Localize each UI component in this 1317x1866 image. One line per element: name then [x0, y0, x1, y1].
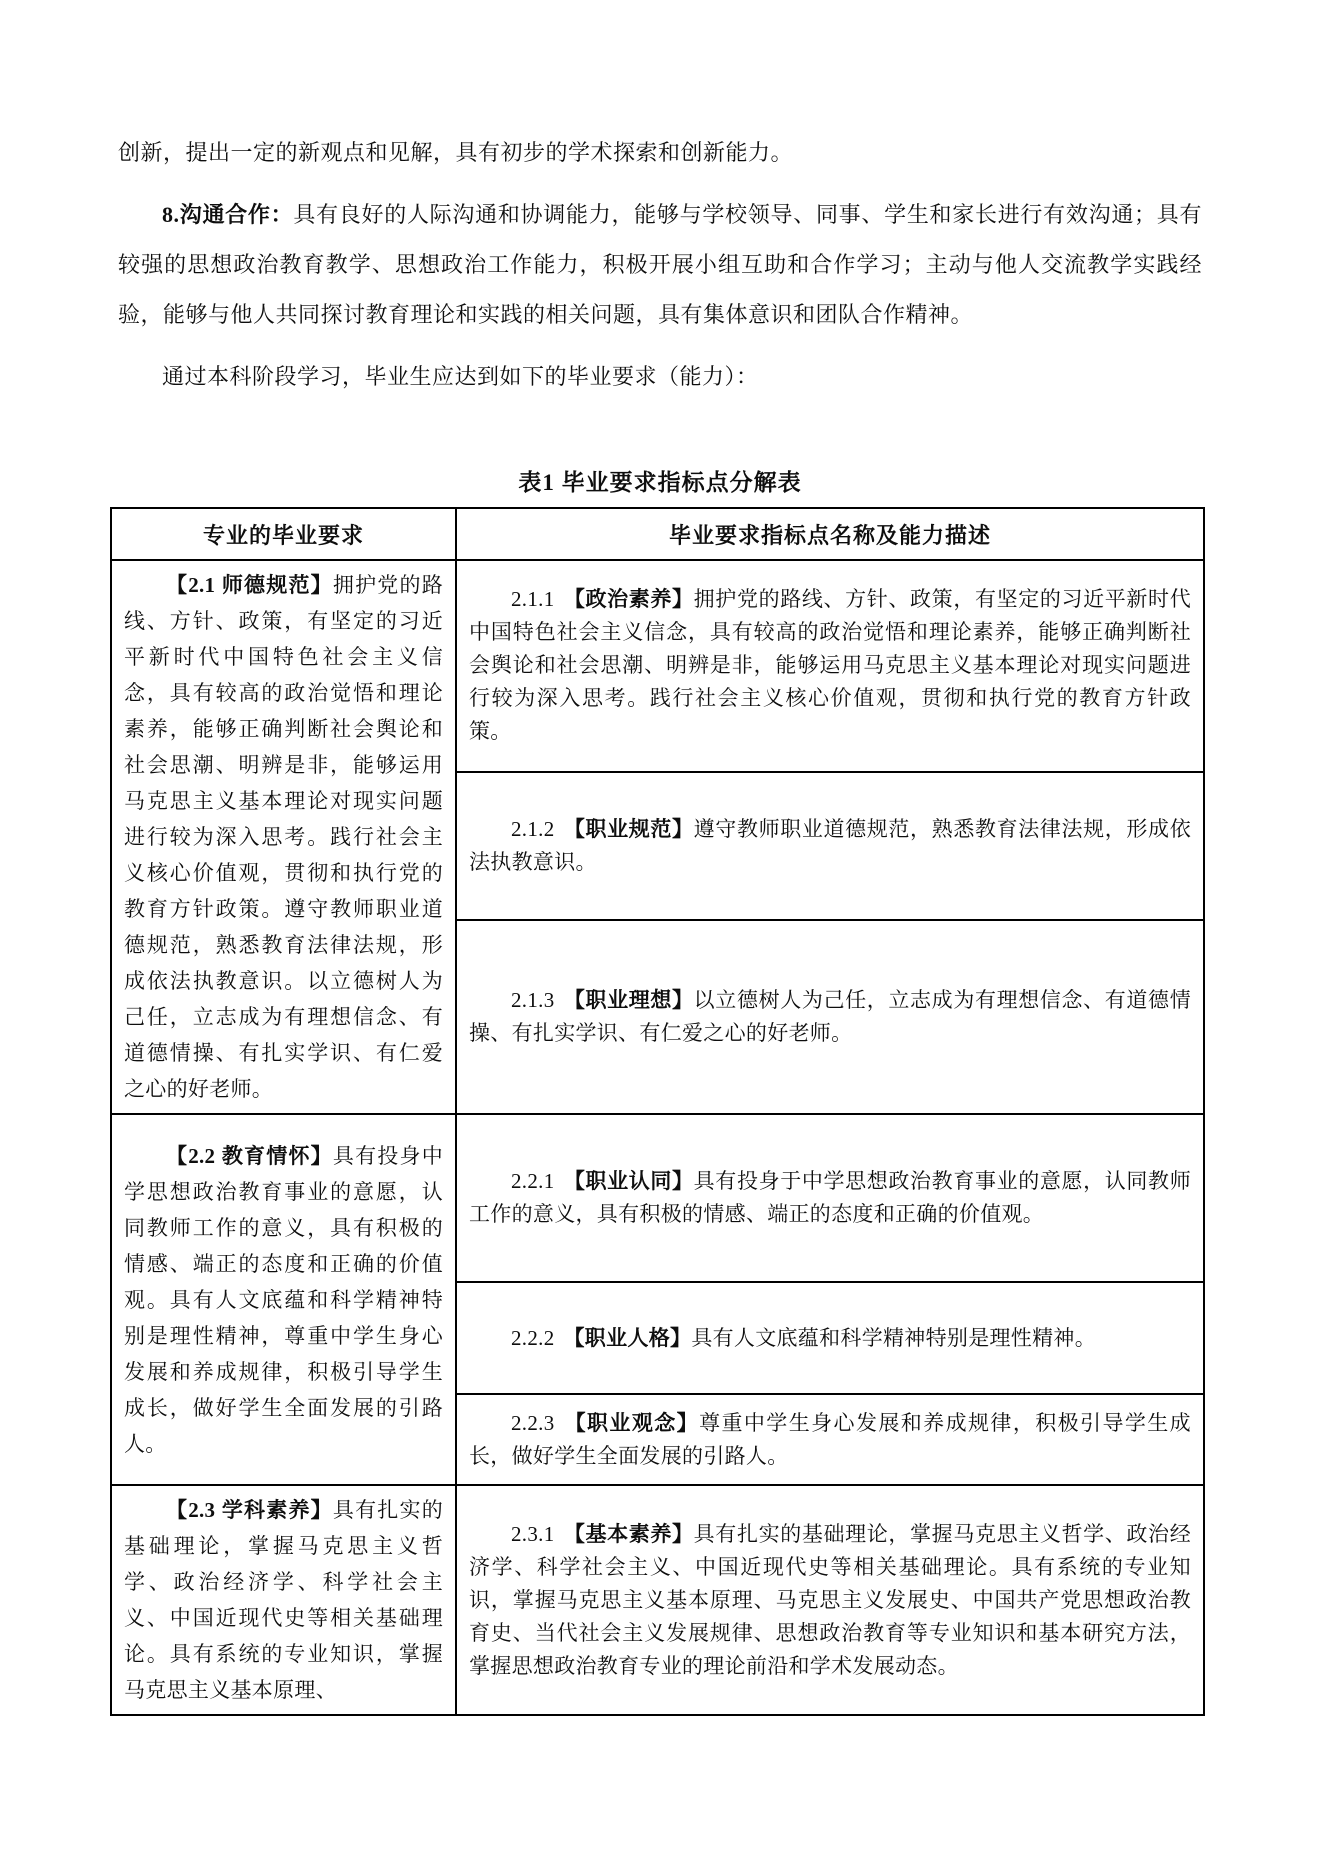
graduation-requirements-table [110, 507, 1205, 1716]
requirement-text-2-1: 拥护党的路线、方针、政策，有坚定的习近平新时代中国特色社会主义信念，具有较高的政治觉悟和理论素养，能够正确判断社会舆论和社会思潮、明辨是非，能够运用马克思主义基本理论对现实问题进行较为深入思考。践行社会主义核心价值观，贯彻和执行党的教育方针政策。遵守教师职业道德规范，熟悉教育法律法规，形成依法执教意识。以立德树人为己任，立志成为有理想信念、有道德情操、有扎实学识、有仁爱之心的好老师。 [124, 573, 444, 1101]
requirement-tag-2-2: 【2.2 教育情怀】 [166, 1143, 333, 1168]
indicator-code-2-2-3: 2.2.3 [511, 1410, 555, 1435]
indicator-tag-2-3-1: 【基本素养】 [563, 1521, 694, 1546]
paragraph-continuation-text: 创新，提出一定的新观点和见解，具有初步的学术探索和创新能力。 [118, 140, 794, 165]
requirement-tag-2-3: 【2.3 学科素养】 [166, 1498, 333, 1522]
indicator-cell-2-1-3 [456, 920, 1204, 1114]
indicator-cell-2-2-3 [456, 1394, 1204, 1485]
indicator-cell-2-2-2 [456, 1282, 1204, 1394]
indicator-text-2-1-1: 拥护党的路线、方针、政策，有坚定的习近平新时代中国特色社会主义信念，具有较高的政治觉悟和理论素养，能够正确判断社会舆论和社会思潮、明辨是非，能够运用马克思主义基本理论对现实问题进行较为深入思考。践行社会主义核心价值观，贯彻和执行党的教育方针政策。 [469, 587, 1191, 744]
paragraph-communication-lead: 8.沟通合作： [162, 202, 294, 227]
paragraph-continuation [118, 128, 1202, 178]
requirement-text-2-3: 具有扎实的基础理论，掌握马克思主义哲学、政治经济学、科学社会主义、中国近现代史等相关基础理论。具有系统的专业知识，掌握马克思主义基本原理、 [124, 1498, 444, 1702]
paragraph-intro [118, 352, 1202, 402]
indicator-tag-2-1-3: 【职业理想】 [563, 987, 694, 1012]
paragraph-intro-text: 通过本科阶段学习，毕业生应达到如下的毕业要求（能力）： [162, 364, 759, 389]
indicator-text-2-1-3: 以立德树人为己任，立志成为有理想信念、有道德情操、有扎实学识、有仁爱之心的好老师。 [469, 987, 1191, 1045]
column-header-requirements: 专业的毕业要求 [111, 508, 456, 560]
table-row [111, 1114, 1204, 1282]
indicator-tag-2-2-1: 【职业认同】 [563, 1169, 694, 1193]
table-row [111, 560, 1204, 772]
paragraph-communication-body: 具有良好的人际沟通和协调能力，能够与学校领导、同事、学生和家长进行有效沟通；具有较强的思想政治教育教学、思想政治工作能力，积极开展小组互助和合作学习；主动与他人交流教学实践经验，能够与他人共同探讨教育理论和实践的相关问题，具有集体意识和团队合作精神。 [118, 202, 1202, 327]
indicator-code-2-2-1: 2.2.1 [511, 1169, 555, 1193]
indicator-tag-2-2-2: 【职业人格】 [563, 1325, 692, 1350]
requirement-tag-2-1: 【2.1 师德规范】 [166, 573, 333, 597]
indicator-cell-2-1-1 [456, 560, 1204, 772]
indicator-code-2-2-2: 2.2.2 [511, 1325, 555, 1350]
indicator-code-2-1-2: 2.1.2 [511, 816, 555, 841]
indicator-tag-2-1-1: 【政治素养】 [563, 587, 694, 612]
indicator-cell-2-3-1 [456, 1485, 1204, 1715]
requirement-text-2-2: 具有投身中学思想政治教育事业的意愿，认同教师工作的意义，具有积极的情感、端正的态度和正确的价值观。具有人文底蕴和科学精神特别是理性精神，尊重中学生身心发展和养成规律，积极引导学生成长，做好学生全面发展的引路人。 [124, 1143, 444, 1456]
indicator-code-2-1-3: 2.1.3 [511, 987, 555, 1012]
indicator-text-2-1-2: 遵守教师职业道德规范，熟悉教育法律法规，形成依法执教意识。 [469, 816, 1191, 874]
indicator-code-2-1-1: 2.1.1 [511, 587, 555, 612]
requirement-cell-2-1 [111, 560, 456, 1114]
indicator-text-2-2-3: 尊重中学生身心发展和养成规律，积极引导学生成长，做好学生全面发展的引路人。 [469, 1410, 1191, 1468]
requirement-cell-2-3 [111, 1485, 456, 1715]
requirement-cell-2-2 [111, 1114, 456, 1485]
indicator-text-2-2-2: 具有人文底蕴和科学精神特别是理性精神。 [691, 1325, 1097, 1350]
indicator-tag-2-1-2: 【职业规范】 [563, 816, 694, 841]
indicator-code-2-3-1: 2.3.1 [511, 1521, 555, 1546]
indicator-tag-2-2-3: 【职业观念】 [563, 1410, 700, 1435]
table-row [111, 1485, 1204, 1715]
indicator-cell-2-1-2 [456, 772, 1204, 920]
table-header-row [111, 508, 1204, 560]
indicator-cell-2-2-1 [456, 1114, 1204, 1282]
paragraph-communication [118, 190, 1202, 340]
column-header-indicators: 毕业要求指标点名称及能力描述 [456, 508, 1204, 560]
indicator-text-2-2-1: 具有投身于中学思想政治教育事业的意愿，认同教师工作的意义，具有积极的情感、端正的态度和正确的价值观。 [469, 1169, 1191, 1226]
table-title: 表1 毕业要求指标点分解表 [518, 470, 802, 495]
indicator-text-2-3-1: 具有扎实的基础理论，掌握马克思主义哲学、政治经济学、科学社会主义、中国近现代史等相关基础理论。具有系统的专业知识，掌握马克思主义基本原理、马克思主义发展史、中国共产党思想政治教育史、当代社会主义发展规律、思想政治教育等专业知识和基本研究方法，掌握思想政治教育专业的理论前沿和学术发展动态。 [469, 1521, 1191, 1678]
